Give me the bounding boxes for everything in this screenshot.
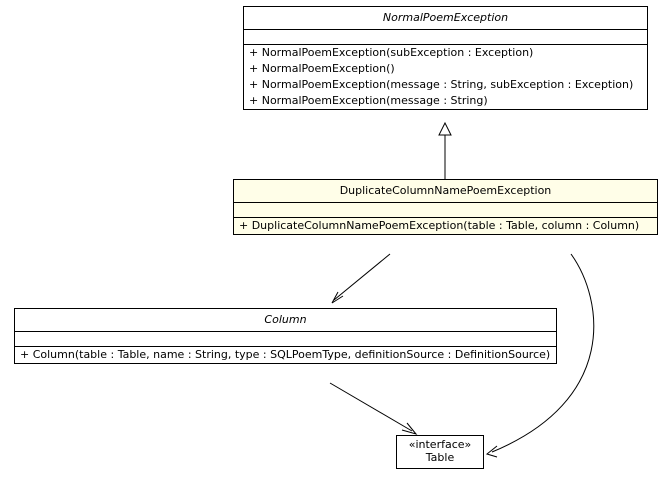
class-name-duplicatecolumnnamepoemexception: DuplicateColumnNamePoemException: [234, 180, 657, 202]
class-box-duplicatecolumnnamepoemexception[interactable]: [233, 179, 658, 235]
class-box-table[interactable]: [396, 435, 484, 469]
class-name-table-label: Table: [425, 451, 455, 464]
class-attributes-normalpoemexception: [244, 30, 647, 44]
class-box-normalpoemexception[interactable]: [243, 6, 648, 110]
class-operation: + NormalPoemException(subException : Exception): [249, 46, 534, 59]
edge-generalization: [439, 123, 451, 179]
class-operations-duplicatecolumnnamepoemexception: [234, 218, 657, 234]
class-name-column: Column: [264, 313, 307, 326]
class-operation: + NormalPoemException(message : String, subException : Exception): [249, 78, 634, 91]
class-operation: + DuplicateColumnNamePoemException(table : Table, column : Column): [239, 219, 640, 232]
class-operation: + NormalPoemException(): [249, 62, 395, 75]
class-operations-normalpoemexception: [244, 45, 647, 109]
class-name-table: [397, 436, 483, 468]
class-operation: + Column(table : Table, name : String, type : SQLPoemType, definitionSource : DefinitionSource): [20, 348, 551, 361]
class-attributes-duplicatecolumnnamepoemexception: [234, 203, 657, 217]
class-operations-column: [15, 347, 556, 363]
edge-column-table: [330, 383, 416, 434]
class-box-column[interactable]: [14, 308, 557, 364]
class-attributes-column: [15, 332, 556, 346]
class-operation: + NormalPoemException(message : String): [249, 94, 488, 107]
edge-duplicate-column: [332, 254, 390, 303]
class-name-normalpoemexception: NormalPoemException: [382, 11, 509, 24]
class-stereotype-table: «interface»: [408, 438, 472, 451]
